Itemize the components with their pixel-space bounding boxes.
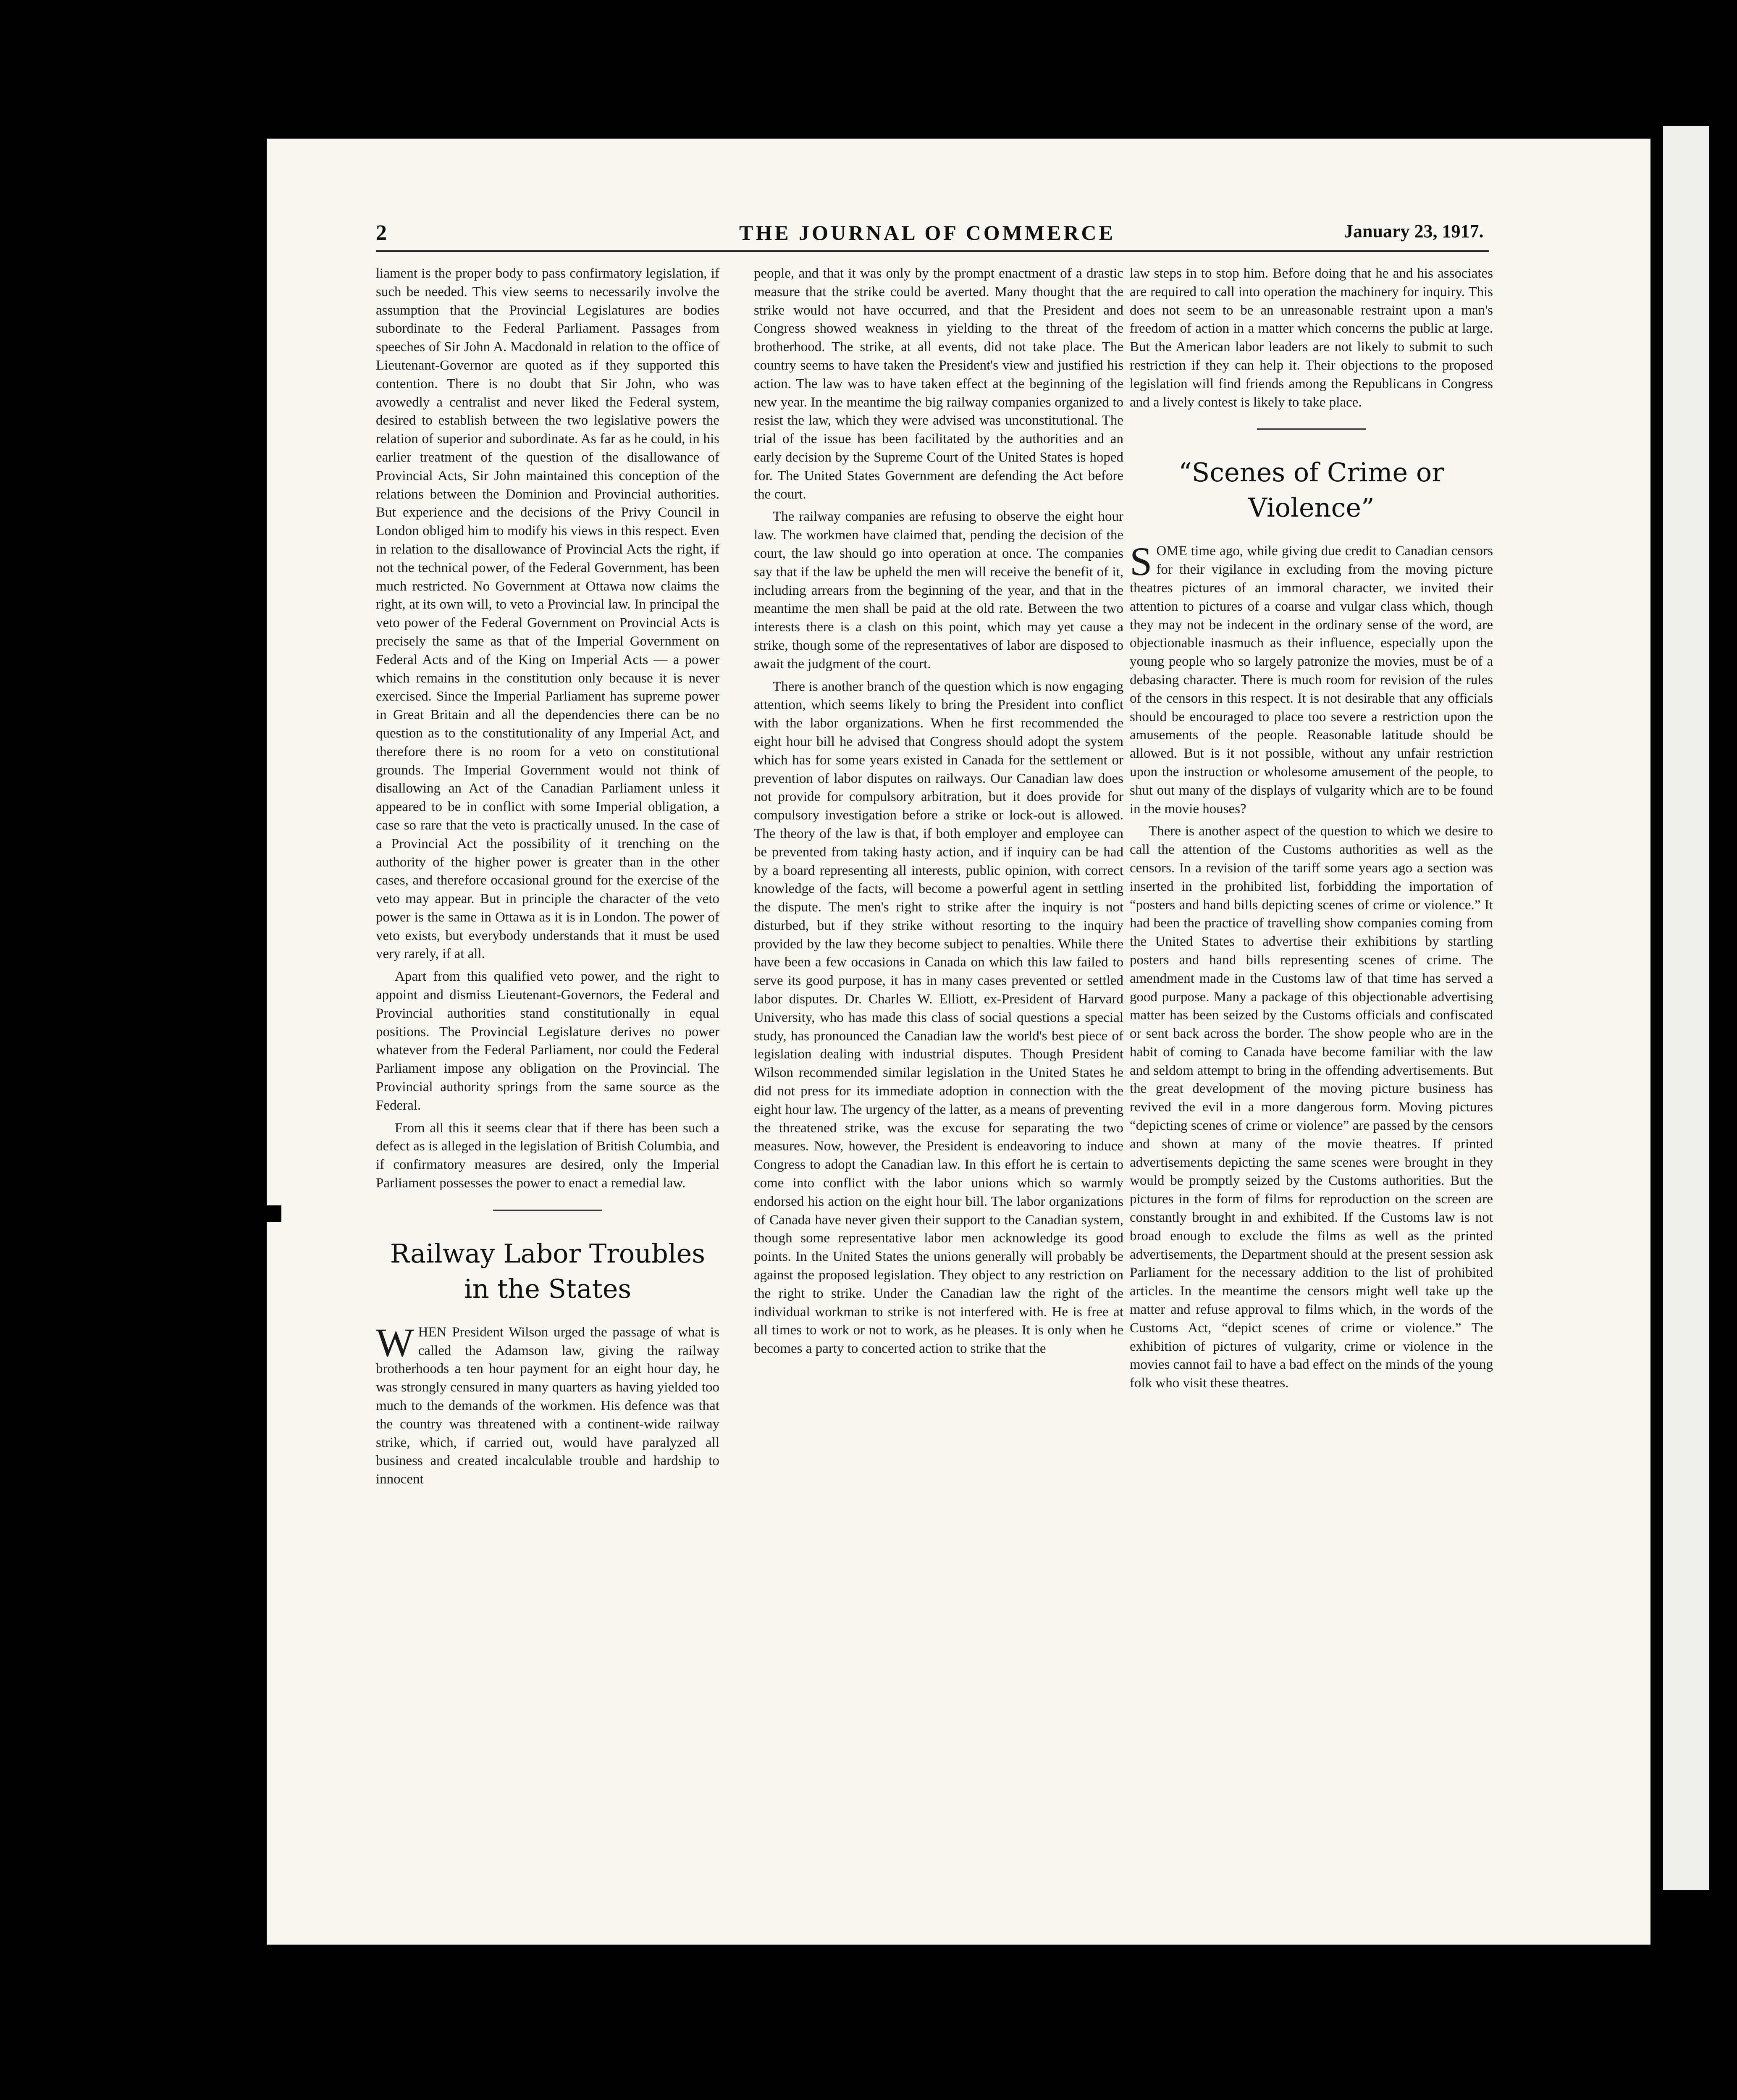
article-paragraph — [376, 1320, 719, 1489]
article-paragraph: There is another branch of the question which is now engaging attention, which seems likely to bring the President into conflict with the labor organizations. When he first recommended the eight hour bill he advised that Congress should adopt the system which has for some years existed in Canada for the settlement or prevention of labor disputes on railways. Our Canadian law does not provide for compulsory arbitration, but it does provide for compulsory investigation before a strike or lock-out is allowed. The theory of the law is that, if both employer and employee can be prevented from taking hasty action, and if inquiry can be had by a board representing all interests, public opinion, with correct knowledge of the facts, will become a powerful agent in settling the dispute. The men's right to strike after the inquiry is not disturbed, but if they strike without resorting to the inquiry provided by the law they become subject to penalties. While there have been a few occasions in Canada on which this law failed to serve its good purpose, it has in many cases prevented or settled labor disputes. Dr. Charles W. Elliott, ex-President of Harvard University, who has made this class of social questions a special study, has pronounced the Canadian law the world's best piece of legislation dealing with industrial disputes. Though President Wilson recommended similar legislation in the United States he did not press for its immediate adoption in connection with the eight hour law. The urgency of the latter, as a means of preventing the threatened strike, was the excuse for separating the two measures. Now, however, the President is endeavoring to induce Congress to adopt the Canadian law. In this effort he is certain to come into conflict with the labor unions which so warmly endorsed his action on the eight hour bill. The labor organizations of Canada have never given their support to the Canadian system, though some representative labor men acknowledge its good points. In the United States the unions generally will probably be against the proposed legislation. They object to any restriction on the right to strike. Under the Canadian law the right of the individual workman to strike is not interfered with. He is free at all times to work or not to work, as he pleases. It is only when he becomes a party to concerted action to strike that the — [754, 679, 1123, 1357]
column-1 — [376, 265, 719, 1493]
article-text: OME time ago, while giving due credit to Canadian censors for their vigilance in excluding from the moving picture theatres pictures of an immoral character, we invited their attention to pictures of a coarse and vulgar class which, though they may not be indecent in the ordinary sense of the word, are objectionable inasmuch as their influence, especially upon the young people who so largely patronize the movies, must be of a debasing character. There is much room for revision of the rules of the censors in this respect. It is not desirable that any officials should be encouraged to place too severe a restriction upon the amusements of the people. Reasonable latitude should be allowed. But is it not possible, without any unfair restriction upon the instruction or wholesome amusement of the people, to shut out many of the displays of vulgarity which are to be found in the movie houses? — [1130, 543, 1493, 816]
article-paragraph: people, and that it was only by the prompt enactment of a drastic measure that the strike could be averted. Many thought that the strike would not have occurred, and that the President and Congress showed weakness in yielding to the threat of the brotherhood. The strike, at all events, did not take place. The country seems to have taken the President's view and justified his action. The law was to have taken effect at the beginning of the new year. In the meantime the big railway companies organized to resist the law, which they were advised was unconstitutional. The trial of the issue has been facilitated by the authorities and an early decision by the Supreme Court of the United States is hoped for. The United States Government are defending the Act before the court. — [754, 266, 1123, 502]
article-paragraph: Apart from this qualified veto power, and the right to appoint and dismiss Lieutenant-Governors, the Federal and Provincial authorities stand constitutionally in equal positions. The Provincial Legislature derives no power whatever from the Federal Parliament, nor could the Federal Parliament impose any obligation on the Provincial. The Provincial authority springs from the same source as the Federal. — [376, 969, 719, 1113]
article-text: HEN President Wilson urged the passage of what is called the Adamson law, giving the railway brotherhoods a ten hour payment for an eight hour day, he was strongly censured in many quarters as having yielded too much to the demands of the workmen. His defence was that the country was threatened with a continent-wide railway strike, which, if carried out, would have paralyzed all business and created incalculable trouble and hardship to innocent — [376, 1324, 719, 1487]
column-2 — [754, 265, 1123, 1362]
header-rule — [376, 250, 1489, 252]
adjacent-page-edge — [1663, 126, 1709, 1890]
section-divider — [1257, 428, 1366, 430]
article-paragraph: liament is the proper body to pass confirmatory legislation, if such be needed. This view seems to necessarily involve the assumption that the Provincial Legislatures are bodies subordinate to the Federal Parliament. Passages from speeches of Sir John A. Macdonald in relation to the office of Lieutenant-Governor are quoted as if they supported this contention. There is no doubt that Sir John, who was avowedly a centralist and never liked the Federal system, desired to establish between the two legislative powers the relation of superior and subordinate. As far as he could, in his earlier treatment of the question of the disallowance of Provincial Acts, Sir John maintained this conception of the relations between the Dominion and Provincial authorities. But experience and the decisions of the Privy Council in London obliged him to modify his views in this respect. Even in relation to the disallowance of Provincial Acts the right, if not the technical power, of the Federal Government, has been much restricted. No Government at Ottawa now claims the right, at its own will, to veto a Provincial law. In principal the veto power of the Federal Government on Provincial Acts is precisely the same as that of the Imperial Government on Federal Acts and of the King on Imperial Acts — a power which remains in the constitution only because it is never exercised. Since the Imperial Parliament has supreme power in Great Britain and all the dependencies there can be no question as to the constitutionality of any Imperial Act, and therefore there is no room for a veto on constitutional grounds. The Imperial Government would not think of disallowing an Act of the Canadian Parliament unless it appeared to be in conflict with some Imperial obligation, a case so rare that the veto is practically unused. In the case of a Provincial Act the possibility of it trenching on the authority of the higher power is greater than in the other cases, and therefore occasional ground for the exercise of the veto may appear. But in principle the character of the veto power is the same in Ottawa as it is in London. The power of veto exists, but everybody understands that it must be used very rarely, if at all. — [376, 266, 719, 962]
page-damage-tear — [235, 1205, 281, 1222]
article-paragraph: From all this it seems clear that if there has been such a defect as is alleged in the legislation of British Columbia, and if confirmatory measures are desired, only the Imperial Parliament possesses the power to enact a remedial law. — [376, 1120, 719, 1191]
article-heading: “Scenes of Crime or Violence” — [1178, 457, 1444, 523]
article-heading: Railway Labor Troubles in the States — [390, 1238, 706, 1304]
article-paragraph: The railway companies are refusing to observe the eight hour law. The workmen have claimed that, pending the decision of the court, the law should go into operation at once. The companies say that if the law be upheld the men will receive the benefit of it, including arrears from the beginning of the year, and that in the meantime the men shall be paid at the old rate. Between the two interests there is a clash on this point, which may yet cause a strike, though some of the representatives of labor are disposed to await the judgment of the court. — [754, 509, 1123, 672]
article-paragraph — [1130, 539, 1493, 818]
article-paragraph: There is another aspect of the question to which we desire to call the attention of the Customs authorities as well as the censors. In a revision of the tariff some years ago a section was inserted in the prohibited list, forbidding the importation of “posters and hand bills depicting scenes of crime or violence.” It had been the practice of travelling show companies coming from the United States to advertise their exhibitions by startling posters and hand bills representing scenes of crime. The amendment made in the Customs law of that time has served a good purpose. Many a package of this objectionable advertising matter has been seized by the Customs officials and confiscated or sent back across the border. The show people who are in the habit of coming to Canada have become familiar with the law and seldom attempt to bring in the offending advertisements. But the great development of the moving picture business has revived the evil in a more dangerous form. Moving pictures “depicting scenes of crime or violence” are passed by the censors and shown at many of the movie theatres. If printed advertisements depicting the same scenes were brought in they would be promptly seized by the Customs authorities. But the pictures in the form of films for reproduction on the screen are constantly brought in and exhibited. If the Customs law is not broad enough to exclude the films as well as the printed advertisements, the Department should at the present session ask Parliament for the necessary addition to the list of prohibited articles. In the meantime the censors might well take up the matter and refuse approval to films which, in the words of the Customs Act, “depict scenes of crime or violence.” The exhibition of pictures of vulgarity, crime or violence in the movies cannot fail to have a bad effect on the minds of the young folk who visit these theatres. — [1130, 824, 1493, 1391]
drop-cap: S — [1130, 539, 1152, 584]
page-number: 2 — [376, 221, 387, 245]
newspaper-masthead: THE JOURNAL OF COMMERCE — [739, 221, 1115, 244]
column-3 — [1130, 265, 1493, 1397]
issue-date: January 23, 1917. — [1344, 221, 1484, 242]
section-divider — [493, 1210, 602, 1211]
drop-cap: W — [376, 1320, 414, 1365]
article-paragraph: law steps in to stop him. Before doing that he and his associates are required to call into operation the machinery for inquiry. This does not seem to be an unreasonable restraint upon a man's freedom of action in a matter which concerns the public at large. But the American labor leaders are not likely to submit to such restriction if they can help it. Their objections to the proposed legislation will find friends among the Republicans in Congress and a lively contest is likely to take place. — [1130, 266, 1493, 410]
